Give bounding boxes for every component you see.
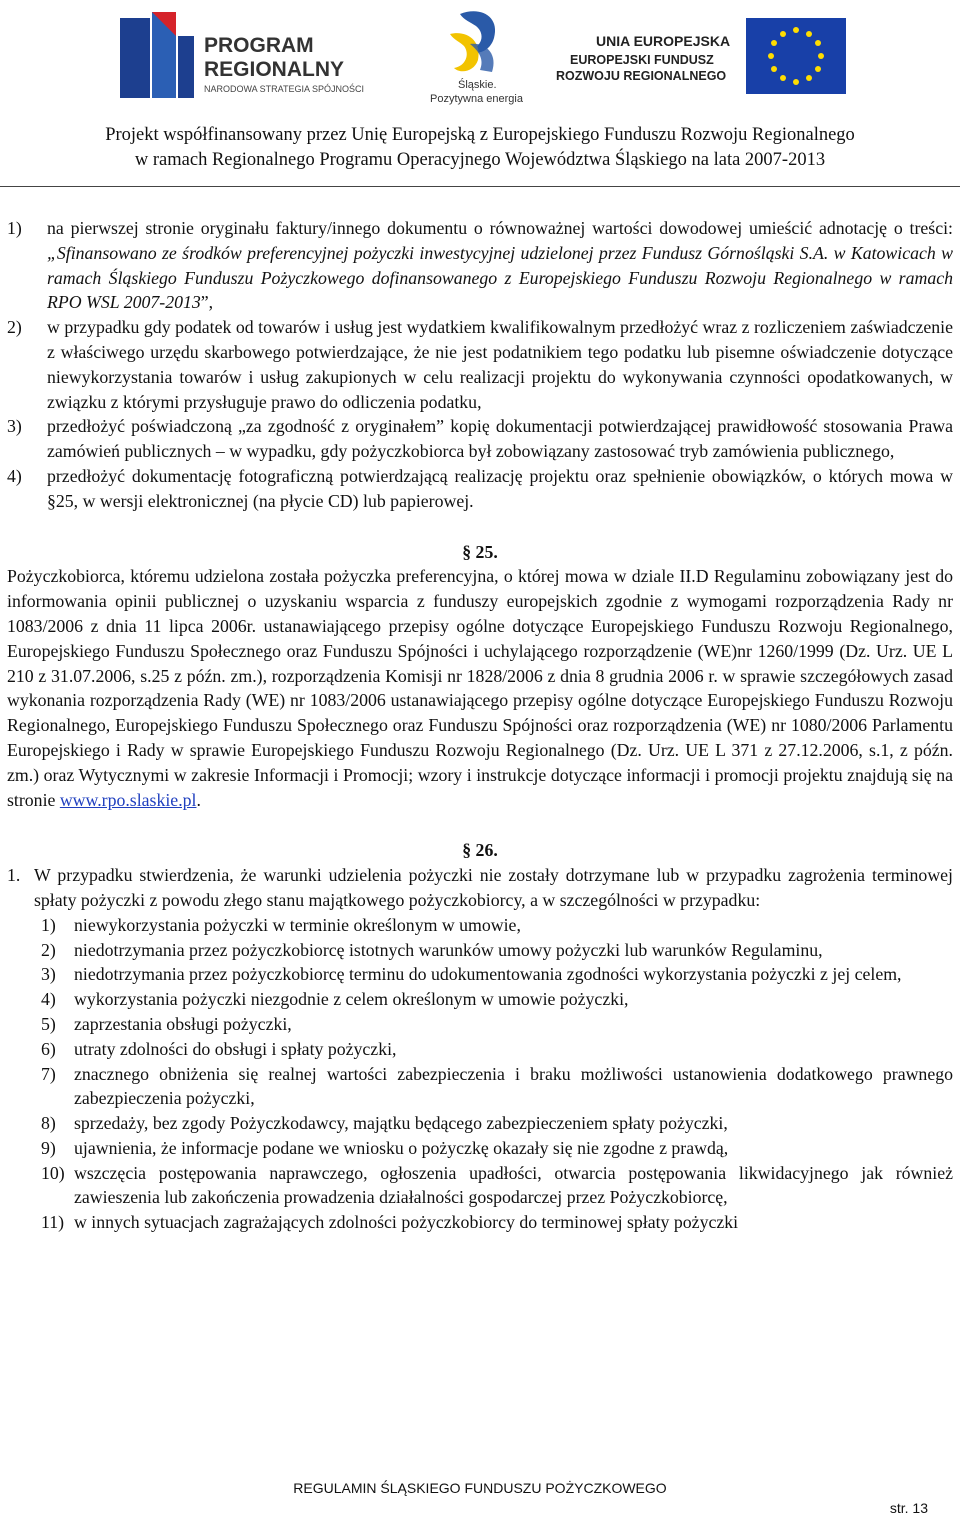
list-number: 10) [41, 1162, 65, 1183]
paragraph-text: W przypadku stwierdzenia, że warunki udzielenia pożyczki nie zostały dotrzymane lub w przypadku zagrożenia terminowej spłaty pożyczki z powodu złego stanu majątkowego pożyczkobiorcy, a w szczególności w przypadku: [34, 865, 953, 910]
eu-fund-logo [550, 8, 850, 104]
list-text: wszczęcia postępowania naprawczego, ogłoszenia upadłości, otwarcia postępowania likwidacyjnego jak również zawieszenia lub zakończenia prowadzenia działalności gospodarczej przez Pożyczkobiorcę, [74, 1162, 953, 1208]
footer-title: REGULAMIN ŚLĄSKIEGO FUNDUSZU POŻYCZKOWEGO [293, 1480, 667, 1496]
program-regionalny-logo [112, 6, 412, 106]
section-25-text [7, 564, 953, 812]
list-number: 2) [7, 317, 22, 338]
list-number: 9) [41, 1137, 56, 1158]
list-text: utraty zdolności do obsługi i spłaty pożyczki, [74, 1038, 397, 1059]
list-number: 2) [41, 939, 56, 960]
list-number: 7) [41, 1063, 56, 1084]
list-number: 4) [41, 989, 56, 1010]
list-number: 11) [41, 1212, 65, 1233]
list-number: 1) [7, 218, 22, 238]
program-line2: REGIONALNY [204, 58, 345, 81]
list-item [7, 1012, 953, 1037]
document-body [7, 216, 953, 1235]
list-number: 3) [7, 416, 22, 437]
list-number: 4) [7, 465, 22, 486]
list-text: na pierwszej stronie oryginału faktury/innego dokumentu o równoważnej wartości dowodowej umieścić adnotację o treści: [47, 218, 953, 238]
list-text: niedotrzymania przez pożyczkobiorcę istotnych warunków umowy pożyczki lub warunków Regulaminu, [74, 939, 823, 960]
slaskie-line1: Śląskie. [458, 79, 497, 91]
list-item [7, 1111, 953, 1136]
annotation-quote: „Sfinansowano ze środków preferencyjnej pożyczki inwestycyjnej udzielonej przez Fundusz Górnośląski S.A. w Katowicach w ramach Śląskiego Funduszu Pożyczkowego dofinansowanego z Europejskiego Funduszu Rozwoju Regionalnego w ramach RPO WSL 2007-2013 [47, 242, 953, 313]
slaskie-line2: Pozytywna energia [430, 93, 523, 105]
list-text: przedłożyć dokumentację fotograficzną potwierdzającą realizację projektu oraz spełnienie obowiązków, o których mowa w §25, w wersji elektronicznej (na płycie CD) lub papierowej. [47, 465, 953, 511]
list-text: sprzedaży, bez zgody Pożyczkodawcy, majątku będącego zabezpieczeniem spłaty pożyczki, [74, 1113, 728, 1134]
eu-line3: ROZWOJU REGIONALNEGO [556, 69, 727, 83]
eu-line2: EUROPEJSKI FUNDUSZ [570, 53, 714, 67]
list-text-end: ”, [200, 292, 214, 313]
list-number: 3) [41, 964, 56, 985]
header-line-2: w ramach Regionalnego Programu Operacyjnego Województwa Śląskiego na lata 2007-2013 [134, 150, 826, 170]
slaskie-logo [420, 4, 540, 106]
list-text: niedotrzymania przez pożyczkobiorcę terminu do udokumentowania zgodności wykorzystania pożyczki z jej celem, [74, 964, 902, 985]
list-text: znacznego obniżenia się realnej wartości zabezpieczenia i braku możliwości ustanowienia dodatkowego prawnego zabezpieczenia pożyczki, [74, 1063, 953, 1109]
section-26-title: § 26. [462, 840, 498, 861]
program-line3: NARODOWA STRATEGIA SPÓJNOŚCI [204, 84, 365, 94]
list-text: niewykorzystania pożyczki w terminie określonym w umowie, [74, 914, 521, 935]
list-item [7, 1037, 953, 1062]
section-25-title: § 25. [462, 541, 498, 562]
section-25-end: . [196, 789, 201, 810]
list-text: zaprzestania obsługi pożyczki, [74, 1013, 292, 1034]
eu-line1: UNIA EUROPEJSKA [596, 33, 731, 49]
section-26-paragraph-1 [7, 863, 953, 913]
list-text: przedłożyć poświadczoną „za zgodność z oryginałem” kopię dokumentacji potwierdzającej prawidłowość stosowania Prawa zamówień publicznych – w wypadku, gdy pożyczkobiorca był zobowiązany zastosować tryb zamówienia publicznego, [47, 416, 953, 462]
list-item [7, 987, 953, 1012]
list-number: 6) [41, 1038, 56, 1059]
list-item [7, 1210, 953, 1235]
header-line-1: Projekt współfinansowany przez Unię Europejską z Europejskiego Funduszu Rozwoju Regionalnego [105, 125, 855, 145]
list-number: 5) [41, 1013, 56, 1034]
list-text: w przypadku gdy podatek od towarów i usług jest wydatkiem kwalifikowalnym przedłożyć wraz z rozliczeniem zaświadczenie z właściwego urzędu skarbowego potwierdzające, że nie jest podatnikiem tego podatku lub pisemne oświadczenie dotyczące niewykorzystania towarów i usług zakupionych w celu realizacji projektu do wykonywania czynności opodatkowanych, w związku z którymi przysługuje prawo do odliczenia podatku, [47, 317, 953, 412]
list-item [7, 938, 953, 963]
rpo-website-link[interactable]: www.rpo.slaskie.pl [59, 789, 197, 810]
list-text: ujawnienia, że informacje podane we wniosku o pożyczkę okazały się nie zgodne z prawdą, [74, 1137, 729, 1158]
list-item [7, 315, 953, 414]
page-number: str. 13 [889, 1500, 928, 1516]
list-number: 1) [41, 914, 56, 935]
document-header [0, 123, 960, 173]
list-item [7, 913, 953, 938]
list-item [7, 962, 953, 987]
header-divider [0, 186, 960, 187]
section-25-body: Pożyczkobiorca, któremu udzielona została pożyczka preferencyjna, o której mowa w dziale II.D Regulaminu zobowiązany jest do informowania opinii publicznej o uzyskaniu wsparcia z funduszy europejskich zgodnie z wymogami rozporządzenia Rady nr 1083/2006 z dnia 11 lipca 2006r. ustanawiającego przepisy ogólne dotyczące Europejskiego Funduszu Rozwoju Regionalnego, Europejskiego Funduszu Społecznego oraz Funduszu Spójności i uchylającego rozporządzenie (WE)nr 1260/1999 (Dz. Urz. UE L 210 z 31.07.2006, s.25 z późn. zm.), rozporządzenia Komisji nr 1828/2006 z dnia 8 grudnia 2006 r. w sprawie szczegółowych zasad wykonania rozporządzenia Rady (WE) nr 1083/2006 ustanawiającego przepisy ogólne dotyczące Europejskiego Funduszu Rozwoju Regionalnego, Europejskiego Funduszu Społecznego oraz Funduszu Spójności oraz rozporządzenia (WE) nr 1080/2006 Parlamentu Europejskiego i Rady w sprawie Europejskiego Funduszu Rozwoju Regionalnego (Dz. Urz. UE L 371 z 27.12.2006, s.1, z późn. zm.) oraz Wytycznymi w zakresie Informacji i Promocji; wzory i instrukcje dotyczące informacji i promocji projektu znajdują się na stronie [7, 566, 953, 810]
list-number: 8) [41, 1113, 56, 1134]
paragraph-number: 1. [7, 865, 21, 886]
list-item [7, 1062, 953, 1112]
list-item [7, 1136, 953, 1161]
logo-bar [0, 0, 960, 110]
list-item [7, 464, 953, 514]
list-item [7, 1161, 953, 1211]
list-item [7, 414, 953, 464]
list-item [7, 216, 953, 315]
list-text: w innych sytuacjach zagrażających zdolności pożyczkobiorcy do terminowej spłaty pożyczki [74, 1212, 739, 1233]
list-text: wykorzystania pożyczki niezgodnie z celem określonym w umowie pożyczki, [74, 989, 629, 1010]
program-line1: PROGRAM [204, 34, 314, 57]
